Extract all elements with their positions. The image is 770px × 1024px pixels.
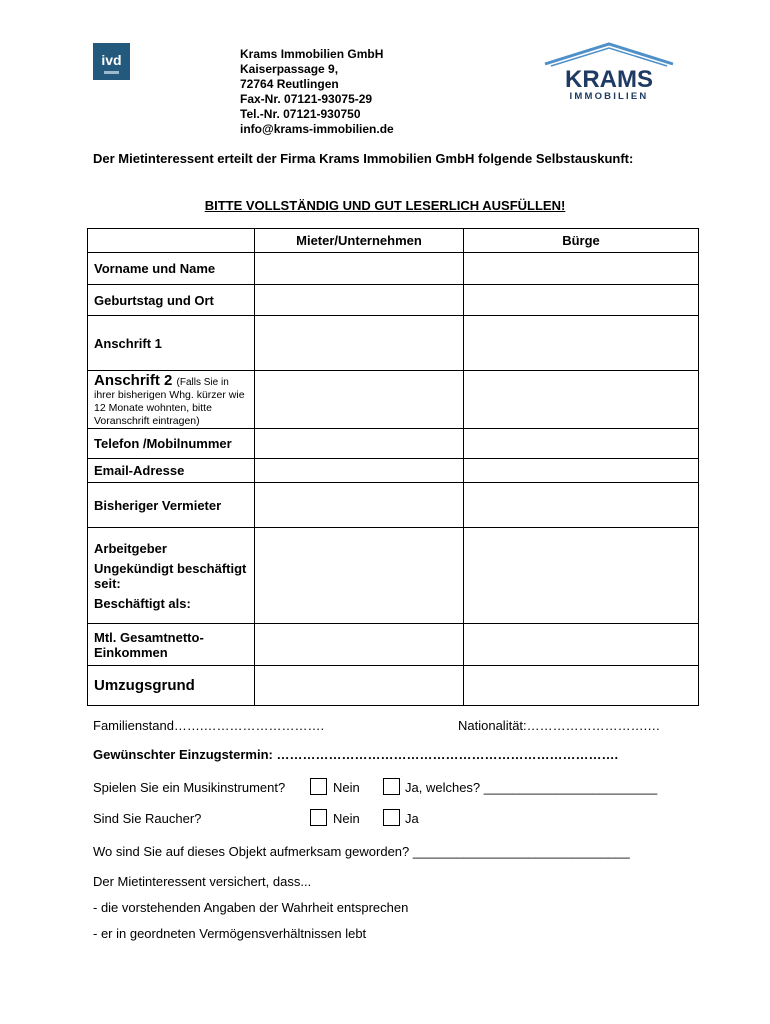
tenant-phone-field[interactable] (255, 429, 464, 459)
music-yes-checkbox[interactable] (383, 778, 400, 795)
move-in-date-field[interactable]: Gewünschter Einzugstermin: ……………………………………………………………………. (93, 747, 619, 762)
table-row (88, 483, 699, 528)
smoker-no-checkbox[interactable] (310, 809, 327, 826)
table-row (88, 371, 699, 429)
tenant-address2-field[interactable] (255, 371, 464, 429)
music-no-label: Nein (333, 780, 360, 795)
music-yes-field[interactable]: Ja, welches? ________________________ (405, 780, 658, 795)
instruction-heading: BITTE VOLLSTÄNDIG UND GUT LESERLICH AUSFÜLLEN! (204, 198, 566, 213)
guarantor-address2-field[interactable] (464, 371, 699, 429)
row-label-birth: Geburtstag und Ort (88, 285, 255, 316)
guarantor-address1-field[interactable] (464, 316, 699, 371)
address2-label: Anschrift 2 (Falls Sie in (94, 371, 229, 389)
smoker-yes-checkbox[interactable] (383, 809, 400, 826)
address-line: 72764 Reutlingen (240, 77, 339, 91)
nationality-field[interactable]: Nationalität:……………………….… (458, 718, 661, 733)
table-header-row (88, 229, 699, 253)
source-question-field[interactable]: Wo sind Sie auf dieses Objekt aufmerksam geworden? ______________________________ (93, 844, 630, 859)
smoker-yes-label: Ja (405, 811, 419, 826)
guarantor-landlord-field[interactable] (464, 483, 699, 528)
smoker-question: Sind Sie Raucher? (93, 811, 202, 826)
row-label-address2 (88, 371, 255, 429)
row-label-employment (88, 528, 255, 624)
table-row (88, 459, 699, 483)
company-address (240, 47, 394, 137)
tenant-name-field[interactable] (255, 253, 464, 285)
tenant-income-field[interactable] (255, 624, 464, 666)
assurance-item: - er in geordneten Vermögensverhältnissen lebt (93, 926, 367, 941)
row-label-email: Email-Adresse (88, 459, 255, 483)
music-question: Spielen Sie ein Musikinstrument? (93, 780, 286, 795)
krams-logo (543, 42, 675, 102)
header-guarantor: Bürge (464, 229, 699, 253)
guarantor-birth-field[interactable] (464, 285, 699, 316)
table-row (88, 316, 699, 371)
address2-hint: ihrer bisherigen Whg. kürzer wie 12 Monate wohnten, bitte Voranschrift eintragen) (94, 388, 245, 427)
guarantor-income-field[interactable] (464, 624, 699, 666)
table-row (88, 624, 699, 666)
table-row (88, 666, 699, 706)
tenant-email-field[interactable] (255, 459, 464, 483)
table-row (88, 429, 699, 459)
guarantor-phone-field[interactable] (464, 429, 699, 459)
music-no-checkbox[interactable] (310, 778, 327, 795)
header-empty-cell (88, 229, 255, 253)
tenant-reason-field[interactable] (255, 666, 464, 706)
intro-text: Der Mietinteressent erteilt der Firma Krams Immobilien GmbH folgende Selbstauskunft: (93, 151, 634, 166)
row-label-address1: Anschrift 1 (88, 316, 255, 371)
address-line: Kaiserpassage 9, (240, 62, 339, 76)
table-row (88, 285, 699, 316)
tenant-address1-field[interactable] (255, 316, 464, 371)
employed-since-label: Ungekündigt beschäftigt seit: (94, 560, 247, 591)
table-row (88, 528, 699, 624)
row-label-reason (88, 666, 255, 706)
guarantor-email-field[interactable] (464, 459, 699, 483)
assurance-intro: Der Mietinteressent versichert, dass... (93, 874, 312, 889)
ivd-logo-text: ivd (101, 52, 122, 68)
address-line: Krams Immobilien GmbH (240, 47, 384, 61)
employed-as-label: Beschäftigt als: (94, 595, 191, 611)
guarantor-employment-field[interactable] (464, 528, 699, 624)
address-line: info@krams-immobilien.de (240, 122, 394, 136)
header-tenant: Mieter/Unternehmen (255, 229, 464, 253)
row-label-phone: Telefon /Mobilnummer (88, 429, 255, 459)
tenant-employment-field[interactable] (255, 528, 464, 624)
tenant-birth-field[interactable] (255, 285, 464, 316)
employer-label: Arbeitgeber (94, 540, 167, 556)
row-label-landlord: Bisheriger Vermieter (88, 483, 255, 528)
roof-icon (545, 44, 673, 64)
address-line: Tel.-Nr. 07121-930750 (240, 107, 361, 121)
brand-sub: IMMOBILIEN (569, 91, 649, 102)
row-label-income: Mtl. Gesamtnetto-Einkommen (88, 624, 255, 666)
address-line: Fax-Nr. 07121-93075-29 (240, 92, 373, 106)
table-row (88, 253, 699, 285)
smoker-no-label: Nein (333, 811, 360, 826)
guarantor-reason-field[interactable] (464, 666, 699, 706)
marital-status-field[interactable]: Familienstand…….………………………. (93, 718, 325, 733)
row-label-name: Vorname und Name (88, 253, 255, 285)
brand-main: KRAMS (565, 66, 653, 93)
self-disclosure-table (87, 228, 699, 706)
reason-label: Umzugsgrund (94, 677, 195, 694)
assurance-item: - die vorstehenden Angaben der Wahrheit entsprechen (93, 900, 409, 915)
tenant-landlord-field[interactable] (255, 483, 464, 528)
guarantor-name-field[interactable] (464, 253, 699, 285)
ivd-logo (93, 43, 130, 80)
